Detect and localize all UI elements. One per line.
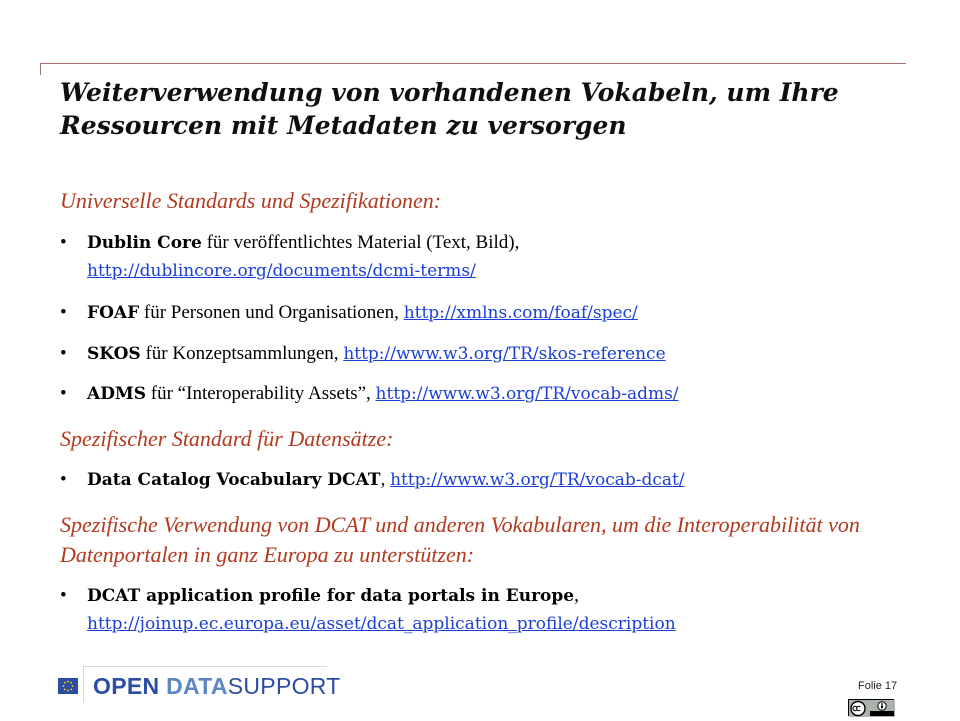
term: FOAF	[87, 303, 140, 323]
bullet-icon: •	[60, 383, 67, 404]
footer-divider	[83, 666, 327, 667]
term: Data Catalog Vocabulary DCAT	[87, 470, 381, 490]
description: für Konzeptsammlungen,	[140, 343, 344, 364]
description: ,	[380, 469, 391, 490]
bullet-icon: •	[60, 469, 67, 490]
slide-title: Weiterverwendung von vorhandenen Vokabeln, um Ihre Ressourcen mit Metadaten zu versorgen	[60, 78, 839, 140]
description: ,	[574, 585, 579, 606]
eu-flag-icon	[58, 678, 78, 694]
list-item-dcat-ap	[60, 582, 920, 638]
skos-link[interactable]: http://www.w3.org/TR/skos-reference	[343, 344, 666, 364]
term: SKOS	[87, 344, 141, 364]
list-item-skos	[60, 340, 920, 368]
cc-by-icon	[848, 699, 894, 716]
dcat-ap-link[interactable]: http://joinup.ec.europa.eu/asset/dcat_application_profile/description	[87, 614, 676, 634]
description: für veröffentlichtes Material (Text, Bild),	[201, 232, 520, 253]
dublin-core-link[interactable]: http://dublincore.org/documents/dcmi-terms/	[87, 261, 476, 281]
list-item-adms	[60, 380, 920, 408]
term: Dublin Core	[87, 233, 202, 253]
list-item-dcat	[60, 466, 920, 494]
description: für “Interoperability Assets”,	[146, 383, 376, 404]
open-data-support-logo: OPEN DATASUPPORT	[93, 673, 341, 699]
foaf-link[interactable]: http://xmlns.com/foaf/spec/	[403, 303, 638, 323]
term: DCAT application profile for data portals in Europe	[87, 586, 575, 606]
slide-number: Folie 17	[858, 680, 898, 692]
bullet-icon: •	[60, 585, 67, 606]
bullet-icon: •	[60, 343, 67, 364]
list-item-dublin-core	[60, 229, 920, 285]
adms-link[interactable]: http://www.w3.org/TR/vocab-adms/	[375, 384, 679, 404]
bullet-icon: •	[60, 232, 67, 253]
term: ADMS	[87, 384, 147, 404]
list-item-foaf	[60, 299, 920, 327]
title-frame-corner	[40, 63, 41, 75]
description: für Personen und Organisationen,	[139, 302, 404, 323]
footer-divider-vertical	[83, 666, 84, 702]
section-heading-dcat-usage: Spezifische Verwendung von DCAT und anderen Vokabularen, um die Interoperabilität von Datenportalen in ganz Europa zu unterstützen:	[60, 512, 860, 567]
dcat-link[interactable]: http://www.w3.org/TR/vocab-dcat/	[390, 470, 685, 490]
section-heading-datasets: Spezifischer Standard für Datensätze:	[60, 426, 394, 451]
section-heading-universal: Universelle Standards und Spezifikationen:	[60, 188, 442, 213]
bullet-icon: •	[60, 302, 67, 323]
title-frame-line	[40, 63, 906, 64]
